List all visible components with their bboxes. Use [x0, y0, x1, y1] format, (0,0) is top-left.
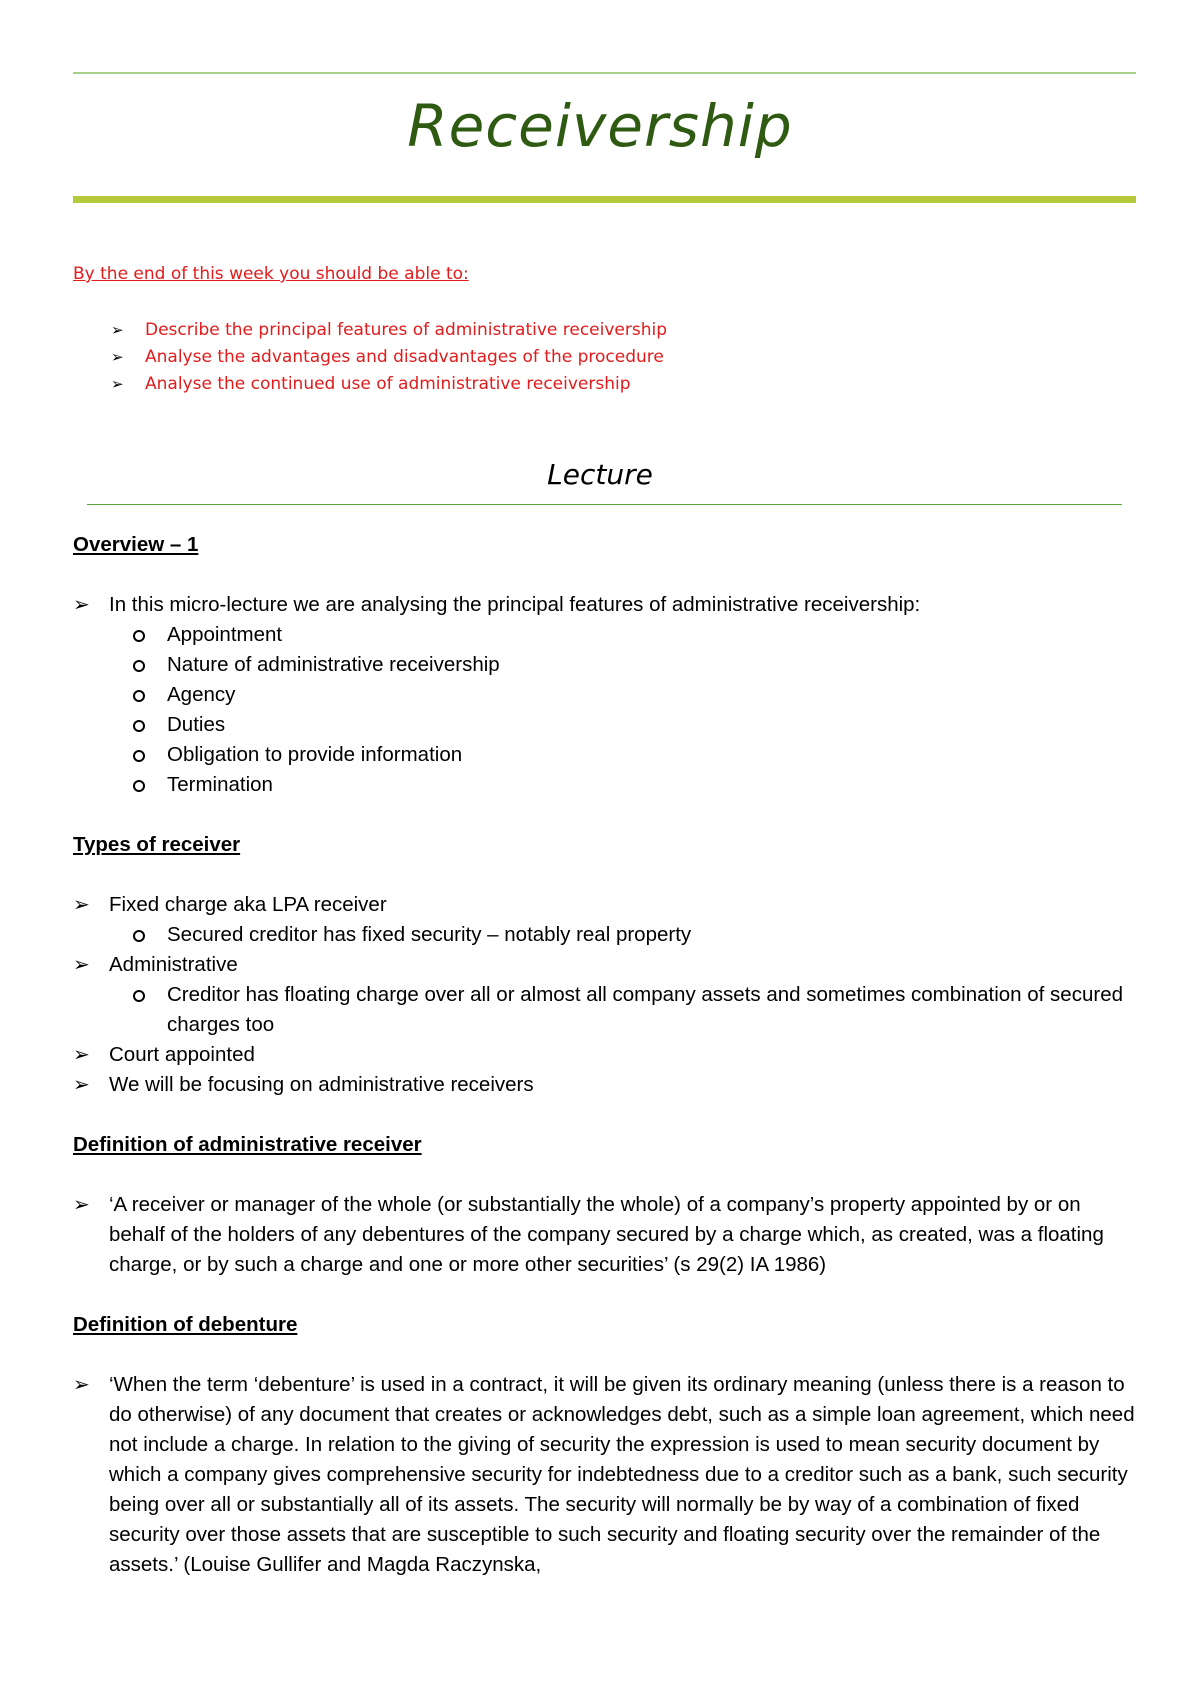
list-item: Agency: [73, 680, 1136, 710]
arrow-bullet-icon: ➢: [73, 894, 90, 916]
definition-receiver-heading: Definition of administrative receiver: [73, 1133, 422, 1156]
arrow-bullet-icon: ➢: [73, 594, 90, 616]
learning-objectives: [73, 262, 1136, 394]
objectives-intro: By the end of this week you should be able to:: [73, 264, 469, 284]
definition-debenture-heading: Definition of debenture: [73, 1313, 298, 1336]
list-item: Nature of administrative receivership: [73, 650, 1136, 680]
list-item: ➢ Analyse the continued use of administrative receivership: [73, 371, 667, 398]
circle-bullet-icon: [133, 660, 145, 672]
circle-bullet-icon: [133, 930, 145, 942]
list-item: ➢ Administrative: [73, 950, 1136, 980]
list-item: Obligation to provide information: [73, 740, 1136, 770]
arrow-bullet-icon: ➢: [73, 1074, 90, 1096]
list-item: Termination: [73, 770, 1136, 800]
circle-bullet-icon: [133, 630, 145, 642]
list-item: Secured creditor has fixed security – notably real property: [73, 920, 1136, 950]
circle-bullet-icon: [133, 780, 145, 792]
list-item: Duties: [73, 710, 1136, 740]
overview-heading: Overview – 1: [73, 533, 199, 556]
arrow-bullet-icon: ➢: [73, 1194, 90, 1216]
list-item: ➢ ‘A receiver or manager of the whole (or substantially the whole) of a company’s property appointed by or on behalf of the holders of any debentures of the company secured by a charge which, as created, was a floating charge, or by such a charge and one or more other securities’ (s 29(2) IA 1986): [73, 1190, 1136, 1280]
circle-bullet-icon: [133, 750, 145, 762]
arrow-bullet-icon: ➢: [73, 1044, 90, 1066]
lecture-rule: [87, 504, 1122, 505]
list-item: ➢ Court appointed: [73, 1040, 1136, 1070]
title-underline-rule: [73, 196, 1136, 203]
arrow-bullet-icon: ➢: [111, 348, 124, 366]
list-item: ➢ Analyse the advantages and disadvantages of the procedure: [73, 344, 667, 371]
list-item: ➢ ‘When the term ‘debenture’ is used in a contract, it will be given its ordinary meaning (unless there is a reason to do otherwise) of any document that creates or acknowledges debt, such as a simple loan agreement, which need not include a charge. In relation to the giving of security the expression is used to mean security document by which a company gives comprehensive security for indebtedness due to a creditor such as a bank, such security being over all or substantially all of its assets. The security will normally be by way of a combination of fixed security over those assets that are susceptible to such security and floating security over the remainder of the assets.’ (Louise Gullifer and Magda Raczynska,: [73, 1370, 1136, 1580]
arrow-bullet-icon: ➢: [73, 954, 90, 976]
arrow-bullet-icon: ➢: [73, 1374, 90, 1396]
circle-bullet-icon: [133, 690, 145, 702]
lecture-heading: Lecture: [547, 458, 653, 491]
circle-bullet-icon: [133, 720, 145, 732]
list-item: ➢ In this micro-lecture we are analysing the principal features of administrative receivership:: [73, 590, 1136, 620]
arrow-bullet-icon: ➢: [111, 375, 124, 393]
list-item: ➢ We will be focusing on administrative receivers: [73, 1070, 1136, 1100]
circle-bullet-icon: [133, 990, 145, 1002]
top-rule: [73, 72, 1136, 74]
list-item: Appointment: [73, 620, 1136, 650]
types-heading: Types of receiver: [73, 833, 241, 856]
list-item: ➢ Fixed charge aka LPA receiver: [73, 890, 1136, 920]
lecture-content: [73, 530, 1136, 1580]
objectives-list: [73, 317, 667, 398]
list-item: ➢ Describe the principal features of administrative receivership: [73, 317, 667, 344]
arrow-bullet-icon: ➢: [111, 321, 124, 339]
list-item: Creditor has floating charge over all or almost all company assets and sometimes combination of secured charges too: [73, 980, 1136, 1040]
document-title: Receivership: [407, 92, 793, 160]
